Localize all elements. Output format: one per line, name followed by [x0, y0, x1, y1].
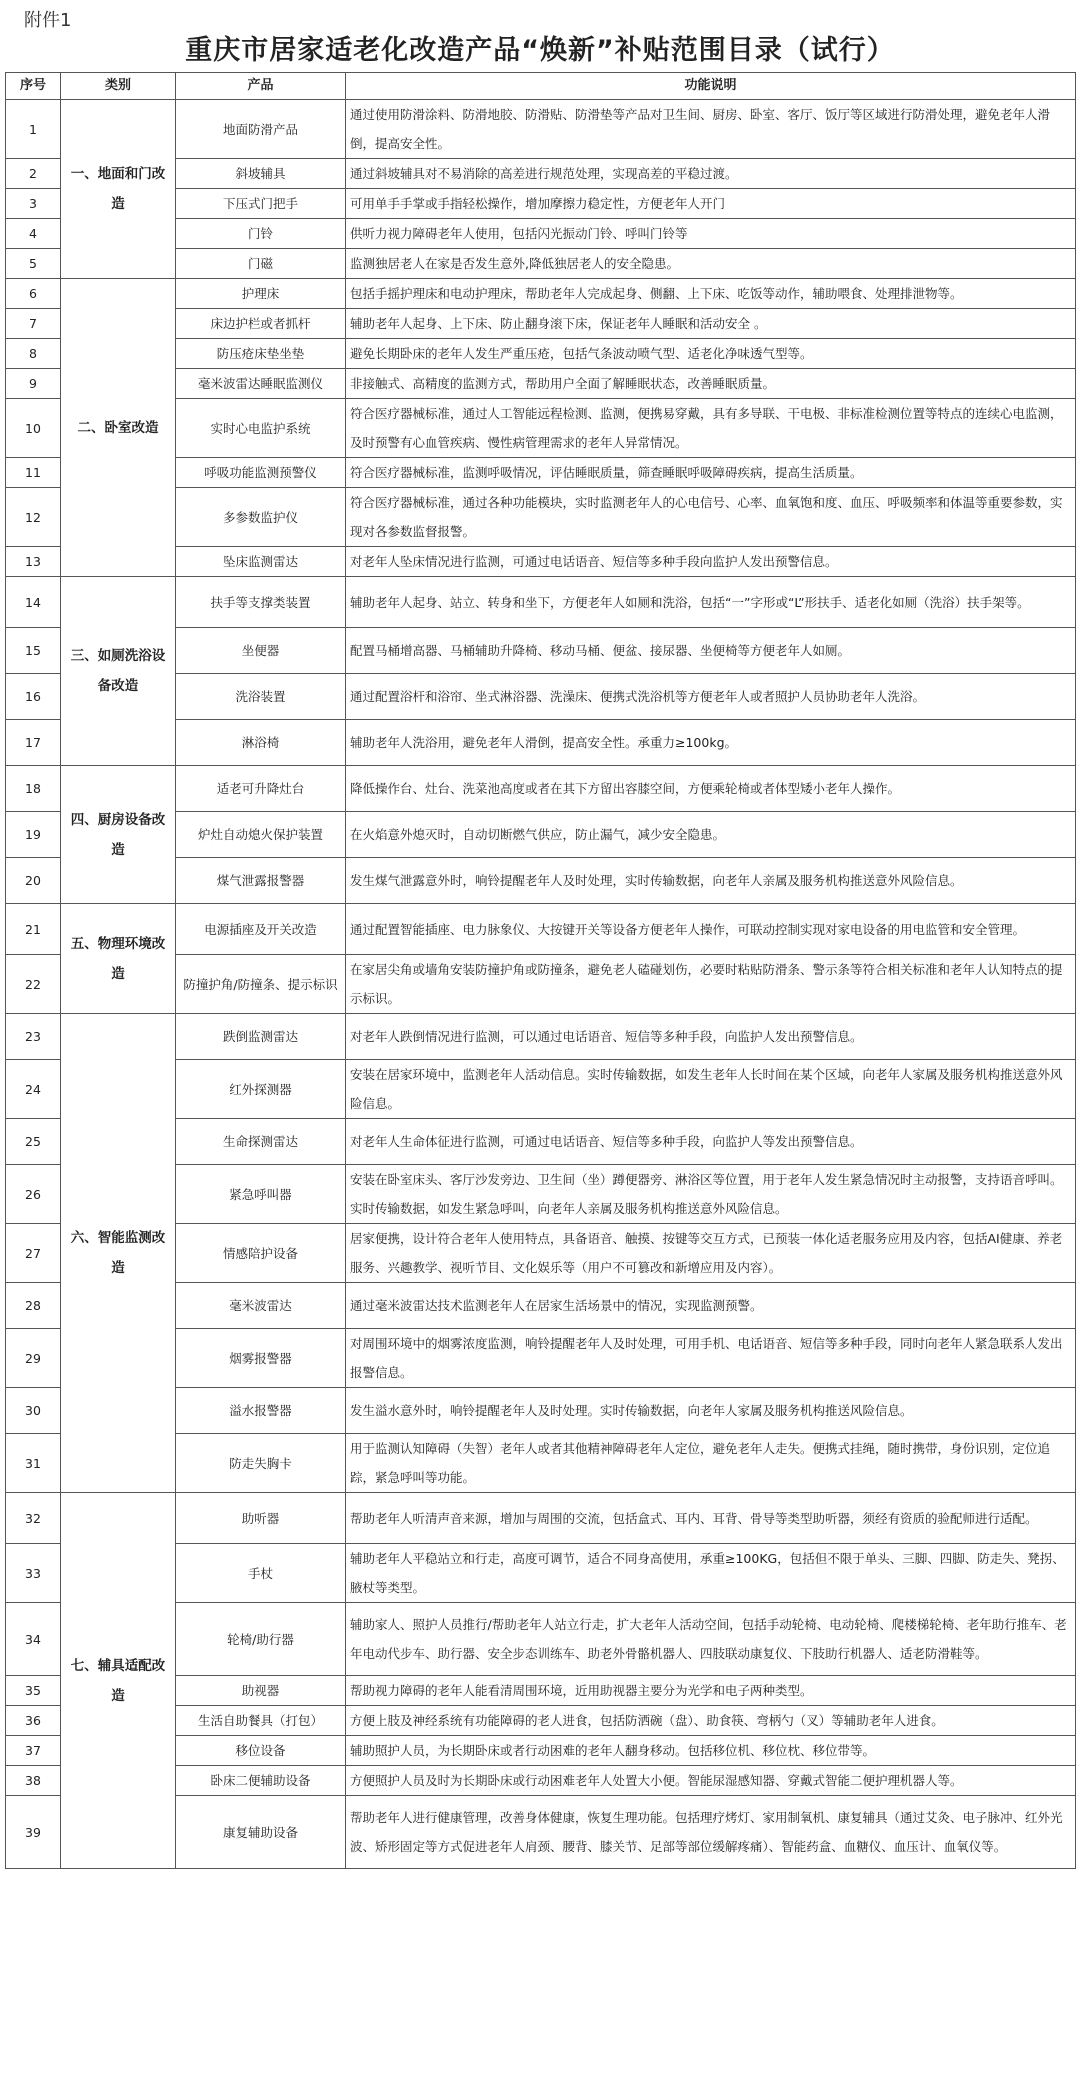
row-description: 符合医疗器械标准，通过各种功能模块，实时监测老年人的心电信号、心率、血氧饱和度、血压、呼吸频率和体温等重要参数，实现对各参数监督报警。 [346, 488, 1076, 547]
row-product: 防走失胸卡 [176, 1434, 346, 1493]
table-row [6, 100, 1076, 159]
category-cell: 一、地面和门改造 [61, 100, 176, 279]
row-seq: 9 [6, 369, 61, 399]
row-seq: 19 [6, 812, 61, 858]
table-row [6, 904, 1076, 955]
header-category: 类别 [61, 73, 176, 100]
row-description: 符合医疗器械标准，监测呼吸情况，评估睡眠质量，筛查睡眠呼吸障碍疾病，提高生活质量。 [346, 458, 1076, 488]
row-description: 配置马桶增高器、马桶辅助升降椅、移动马桶、便盆、接尿器、坐便椅等方便老年人如厕。 [346, 628, 1076, 674]
row-description: 对周围环境中的烟雾浓度监测，响铃提醒老年人及时处理，可用手机、电话语音、短信等多种手段，同时向老年人紧急联系人发出报警信息。 [346, 1329, 1076, 1388]
row-product: 电源插座及开关改造 [176, 904, 346, 955]
row-seq: 18 [6, 766, 61, 812]
row-product: 毫米波雷达睡眠监测仪 [176, 369, 346, 399]
row-product: 溢水报警器 [176, 1388, 346, 1434]
row-seq: 34 [6, 1603, 61, 1676]
row-product: 适老可升降灶台 [176, 766, 346, 812]
row-seq: 35 [6, 1676, 61, 1706]
row-seq: 37 [6, 1736, 61, 1766]
row-seq: 4 [6, 219, 61, 249]
row-product: 康复辅助设备 [176, 1796, 346, 1869]
row-description: 帮助老年人听清声音来源，增加与周围的交流，包括盒式、耳内、耳背、骨导等类型助听器，须经有资质的验配师进行适配。 [346, 1493, 1076, 1544]
row-description: 辅助老年人平稳站立和行走，高度可调节，适合不同身高使用，承重≥100KG，包括但不限于单头、三脚、四脚、防走失、凳拐、腋杖等类型。 [346, 1544, 1076, 1603]
row-product: 紧急呼叫器 [176, 1165, 346, 1224]
row-product: 坐便器 [176, 628, 346, 674]
table-row [6, 1014, 1076, 1060]
row-seq: 14 [6, 577, 61, 628]
row-product: 实时心电监护系统 [176, 399, 346, 458]
header-description: 功能说明 [346, 73, 1076, 100]
row-description: 用于监测认知障碍（失智）老年人或者其他精神障碍老年人定位，避免老年人走失。便携式挂绳，随时携带，身份识别，定位追踪，紧急呼叫等功能。 [346, 1434, 1076, 1493]
row-description: 居家便携，设计符合老年人使用特点，具备语音、触摸、按键等交互方式，已预装一体化适老服务应用及内容，包括AI健康、养老服务、兴趣教学、视听节目、文化娱乐等（用户不可篡改和新增应用及内容）。 [346, 1224, 1076, 1283]
row-product: 护理床 [176, 279, 346, 309]
row-product: 红外探测器 [176, 1060, 346, 1119]
row-product: 助视器 [176, 1676, 346, 1706]
row-description: 发生溢水意外时，响铃提醒老年人及时处理。实时传输数据，向老年人家属及服务机构推送风险信息。 [346, 1388, 1076, 1434]
table-row [6, 766, 1076, 812]
row-seq: 11 [6, 458, 61, 488]
row-description: 符合医疗器械标准，通过人工智能远程检测、监测，便携易穿戴，具有多导联、干电极、非标准检测位置等特点的连续心电监测，及时预警有心血管疾病、慢性病管理需求的老年人异常情况。 [346, 399, 1076, 458]
row-product: 下压式门把手 [176, 189, 346, 219]
row-seq: 15 [6, 628, 61, 674]
row-seq: 38 [6, 1766, 61, 1796]
category-cell: 七、辅具适配改造 [61, 1493, 176, 1869]
row-description: 对老年人坠床情况进行监测，可通过电话语音、短信等多种手段向监护人发出预警信息。 [346, 547, 1076, 577]
row-seq: 33 [6, 1544, 61, 1603]
row-description: 帮助老年人进行健康管理，改善身体健康，恢复生理功能。包括理疗烤灯、家用制氧机、康复辅具（通过艾灸、电子脉冲、红外光波、矫形固定等方式促进老年人肩颈、腰背、膝关节、足部等部位缓解疼痛）、智能药盒、血糖仪、血压计、血氧仪等。 [346, 1796, 1076, 1869]
row-seq: 16 [6, 674, 61, 720]
row-product: 呼吸功能监测预警仪 [176, 458, 346, 488]
row-product: 洗浴装置 [176, 674, 346, 720]
row-product: 床边护栏或者抓杆 [176, 309, 346, 339]
row-description: 监测独居老人在家是否发生意外,降低独居老人的安全隐患。 [346, 249, 1076, 279]
row-description: 安装在卧室床头、客厅沙发旁边、卫生间（坐）蹲便器旁、淋浴区等位置，用于老年人发生紧急情况时主动报警，支持语音呼叫。实时传输数据，如发生紧急呼叫，向老年人亲属及服务机构推送意外风险信息。 [346, 1165, 1076, 1224]
row-seq: 27 [6, 1224, 61, 1283]
row-seq: 29 [6, 1329, 61, 1388]
row-seq: 30 [6, 1388, 61, 1434]
row-product: 炉灶自动熄火保护装置 [176, 812, 346, 858]
row-description: 通过毫米波雷达技术监测老年人在居家生活场景中的情况，实现监测预警。 [346, 1283, 1076, 1329]
row-seq: 31 [6, 1434, 61, 1493]
row-product: 防压疮床垫坐垫 [176, 339, 346, 369]
row-seq: 21 [6, 904, 61, 955]
row-seq: 22 [6, 955, 61, 1014]
row-product: 跌倒监测雷达 [176, 1014, 346, 1060]
row-seq: 1 [6, 100, 61, 159]
subsidy-catalog-table [5, 72, 1076, 1869]
table-row [6, 577, 1076, 628]
row-product: 生活自助餐具（打包） [176, 1706, 346, 1736]
row-description: 安装在居家环境中，监测老年人活动信息。实时传输数据，如发生老年人长时间在某个区域，向老年人家属及服务机构推送意外风险信息。 [346, 1060, 1076, 1119]
row-description: 通过配置浴杆和浴帘、坐式淋浴器、洗澡床、便携式洗浴机等方便老年人或者照护人员协助老年人洗浴。 [346, 674, 1076, 720]
row-seq: 6 [6, 279, 61, 309]
row-seq: 13 [6, 547, 61, 577]
category-cell: 五、物理环境改造 [61, 904, 176, 1014]
header-seq: 序号 [6, 73, 61, 100]
row-description: 通过斜坡辅具对不易消除的高差进行规范处理，实现高差的平稳过渡。 [346, 159, 1076, 189]
header-product: 产品 [176, 73, 346, 100]
row-description: 包括手摇护理床和电动护理床，帮助老年人完成起身、侧翻、上下床、吃饭等动作，辅助喂食、处理排泄物等。 [346, 279, 1076, 309]
page-title: 重庆市居家适老化改造产品“焕新”补贴范围目录（试行） [185, 35, 895, 66]
category-cell: 六、智能监测改造 [61, 1014, 176, 1493]
row-description: 辅助老年人起身、站立、转身和坐下，方便老年人如厕和洗浴，包括“一”字形或“L”形扶手、适老化如厕（洗浴）扶手架等。 [346, 577, 1076, 628]
row-description: 方便照护人员及时为长期卧床或行动困难老年人处置大小便。智能尿湿感知器、穿戴式智能二便护理机器人等。 [346, 1766, 1076, 1796]
row-seq: 23 [6, 1014, 61, 1060]
row-product: 地面防滑产品 [176, 100, 346, 159]
row-product: 斜坡辅具 [176, 159, 346, 189]
row-seq: 32 [6, 1493, 61, 1544]
row-product: 坠床监测雷达 [176, 547, 346, 577]
row-product: 手杖 [176, 1544, 346, 1603]
row-seq: 20 [6, 858, 61, 904]
row-product: 烟雾报警器 [176, 1329, 346, 1388]
row-description: 发生煤气泄露意外时，响铃提醒老年人及时处理，实时传输数据，向老年人亲属及服务机构推送意外风险信息。 [346, 858, 1076, 904]
row-description: 辅助家人、照护人员推行/帮助老年人站立行走，扩大老年人活动空间，包括手动轮椅、电动轮椅、爬楼梯轮椅、老年助行推车、老年电动代步车、助行器、安全步态训练车、助老外骨骼机器人、四肢联动康复仪、下肢助行机器人、适老防滑鞋等。 [346, 1603, 1076, 1676]
table-row [6, 279, 1076, 309]
annex-label: 附件1 [24, 10, 72, 31]
row-description: 对老年人生命体征进行监测，可通过电话语音、短信等多种手段，向监护人等发出预警信息。 [346, 1119, 1076, 1165]
row-description: 通过配置智能插座、电力脉象仪、大按键开关等设备方便老年人操作，可联动控制实现对家电设备的用电监管和安全管理。 [346, 904, 1076, 955]
row-seq: 8 [6, 339, 61, 369]
row-description: 非接触式、高精度的监测方式，帮助用户全面了解睡眠状态，改善睡眠质量。 [346, 369, 1076, 399]
row-seq: 3 [6, 189, 61, 219]
row-seq: 5 [6, 249, 61, 279]
row-seq: 7 [6, 309, 61, 339]
row-description: 在家居尖角或墙角安装防撞护角或防撞条，避免老人磕碰划伤，必要时粘贴防滑条、警示条等符合相关标准和老年人认知特点的提示标识。 [346, 955, 1076, 1014]
row-seq: 36 [6, 1706, 61, 1736]
row-description: 避免长期卧床的老年人发生严重压疮，包括气条波动喷气型、适老化净味透气型等。 [346, 339, 1076, 369]
row-product: 淋浴椅 [176, 720, 346, 766]
row-product: 助听器 [176, 1493, 346, 1544]
row-product: 情感陪护设备 [176, 1224, 346, 1283]
table-row [6, 1493, 1076, 1544]
row-product: 门磁 [176, 249, 346, 279]
row-description: 辅助老年人洗浴用，避免老年人滑倒，提高安全性。承重力≥100kg。 [346, 720, 1076, 766]
row-product: 门铃 [176, 219, 346, 249]
row-description: 帮助视力障碍的老年人能看清周围环境，近用助视器主要分为光学和电子两种类型。 [346, 1676, 1076, 1706]
row-description: 供听力视力障碍老年人使用，包括闪光振动门铃、呼叫门铃等 [346, 219, 1076, 249]
row-description: 通过使用防滑涂料、防滑地胶、防滑贴、防滑垫等产品对卫生间、厨房、卧室、客厅、饭厅等区域进行防滑处理，避免老年人滑倒，提高安全性。 [346, 100, 1076, 159]
row-seq: 39 [6, 1796, 61, 1869]
row-product: 毫米波雷达 [176, 1283, 346, 1329]
row-product: 多参数监护仪 [176, 488, 346, 547]
row-seq: 26 [6, 1165, 61, 1224]
row-product: 生命探测雷达 [176, 1119, 346, 1165]
row-product: 移位设备 [176, 1736, 346, 1766]
row-description: 在火焰意外熄灭时，自动切断燃气供应，防止漏气，减少安全隐患。 [346, 812, 1076, 858]
row-description: 可用单手手掌或手指轻松操作，增加摩擦力稳定性，方便老年人开门 [346, 189, 1076, 219]
row-seq: 12 [6, 488, 61, 547]
row-description: 辅助老年人起身、上下床、防止翻身滚下床，保证老年人睡眠和活动安全 。 [346, 309, 1076, 339]
row-description: 降低操作台、灶台、洗菜池高度或者在其下方留出容膝空间，方便乘轮椅或者体型矮小老年人操作。 [346, 766, 1076, 812]
row-seq: 24 [6, 1060, 61, 1119]
row-description: 辅助照护人员，为长期卧床或者行动困难的老年人翻身移动。包括移位机、移位枕、移位带等。 [346, 1736, 1076, 1766]
row-seq: 10 [6, 399, 61, 458]
row-product: 煤气泄露报警器 [176, 858, 346, 904]
row-seq: 28 [6, 1283, 61, 1329]
table-body [6, 100, 1076, 1869]
row-description: 对老年人跌倒情况进行监测，可以通过电话语音、短信等多种手段，向监护人发出预警信息。 [346, 1014, 1076, 1060]
category-cell: 三、如厕洗浴设备改造 [61, 577, 176, 766]
row-product: 防撞护角/防撞条、提示标识 [176, 955, 346, 1014]
row-product: 轮椅/助行器 [176, 1603, 346, 1676]
row-product: 扶手等支撑类装置 [176, 577, 346, 628]
category-cell: 四、厨房设备改造 [61, 766, 176, 904]
category-cell: 二、卧室改造 [61, 279, 176, 577]
row-description: 方便上肢及神经系统有功能障碍的老人进食，包括防洒碗（盘）、助食筷、弯柄勺（叉）等辅助老年人进食。 [346, 1706, 1076, 1736]
row-seq: 17 [6, 720, 61, 766]
table-header-row [6, 73, 1076, 100]
row-seq: 2 [6, 159, 61, 189]
row-seq: 25 [6, 1119, 61, 1165]
row-product: 卧床二便辅助设备 [176, 1766, 346, 1796]
